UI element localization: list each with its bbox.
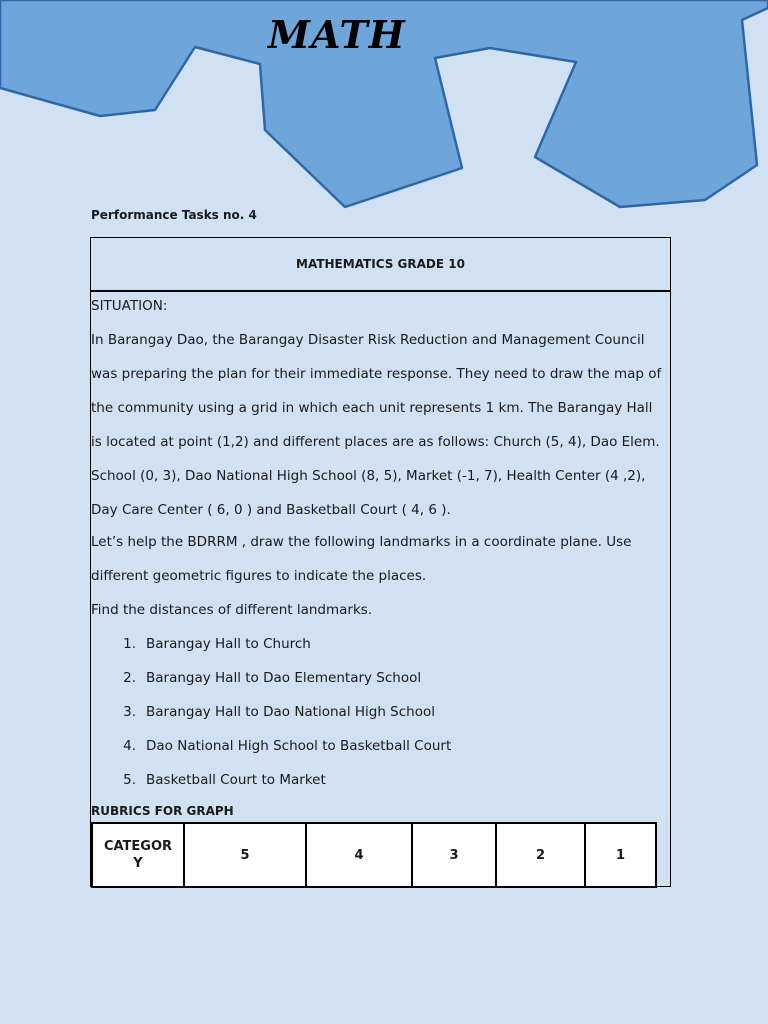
list-item-text: Barangay Hall to Dao Elementary School	[146, 670, 422, 686]
list-item	[91, 763, 666, 797]
distance-list	[91, 627, 666, 797]
rubric-header-2: 2	[496, 823, 585, 887]
rubrics-label: RUBRICS FOR GRAPH	[91, 804, 234, 818]
list-item	[91, 695, 666, 729]
list-item-number: 5.	[123, 772, 136, 788]
list-item-text: Dao National High School to Basketball Court	[146, 738, 452, 754]
list-item-text: Barangay Hall to Dao National High School	[146, 704, 435, 720]
situation-text: In Barangay Dao, the Barangay Disaster Risk Reduction and Management Council was preparing the plan for their immediate response. They need to draw the map of the community using a grid in which each unit represents 1 km. The Barangay Hall is located at point (1,2) and different places are as follows: Church (5, 4), Dao Elem. School (0, 3), Dao National High School (8, 5), Market (-1, 7), Health Center (4 ,2), Day Care Center ( 6, 0 ) and Basketball Court ( 4, 6 ).	[91, 332, 662, 518]
rubric-header-category: CATEGOR Y	[92, 823, 184, 887]
list-item-number: 2.	[123, 670, 136, 686]
list-item	[91, 661, 666, 695]
rubric-header-5: 5	[184, 823, 306, 887]
list-item-number: 3.	[123, 704, 136, 720]
rubric-header-row	[92, 823, 656, 887]
instructions-text: Let’s help the BDRRM , draw the following landmarks in a coordinate plane. Use different geometric figures to indicate the places.	[91, 534, 632, 584]
list-item	[91, 627, 666, 661]
task-label: Performance Tasks no. 4	[91, 208, 257, 222]
list-item-text: Barangay Hall to Church	[146, 636, 311, 652]
rubric-header-3: 3	[412, 823, 496, 887]
rubric-header-4: 4	[306, 823, 412, 887]
list-item-number: 1.	[123, 636, 136, 652]
page-title: MATH	[268, 12, 406, 57]
list-item-number: 4.	[123, 738, 136, 754]
list-item-text: Basketball Court to Market	[146, 772, 326, 788]
situation-label: SITUATION:	[91, 298, 168, 314]
rubric-table	[91, 822, 657, 888]
table-title: MATHEMATICS GRADE 10	[91, 238, 670, 292]
find-distances-text: Find the distances of different landmarks.	[91, 602, 373, 618]
task-table	[90, 237, 671, 887]
rubric-header-1: 1	[585, 823, 656, 887]
list-item	[91, 729, 666, 763]
